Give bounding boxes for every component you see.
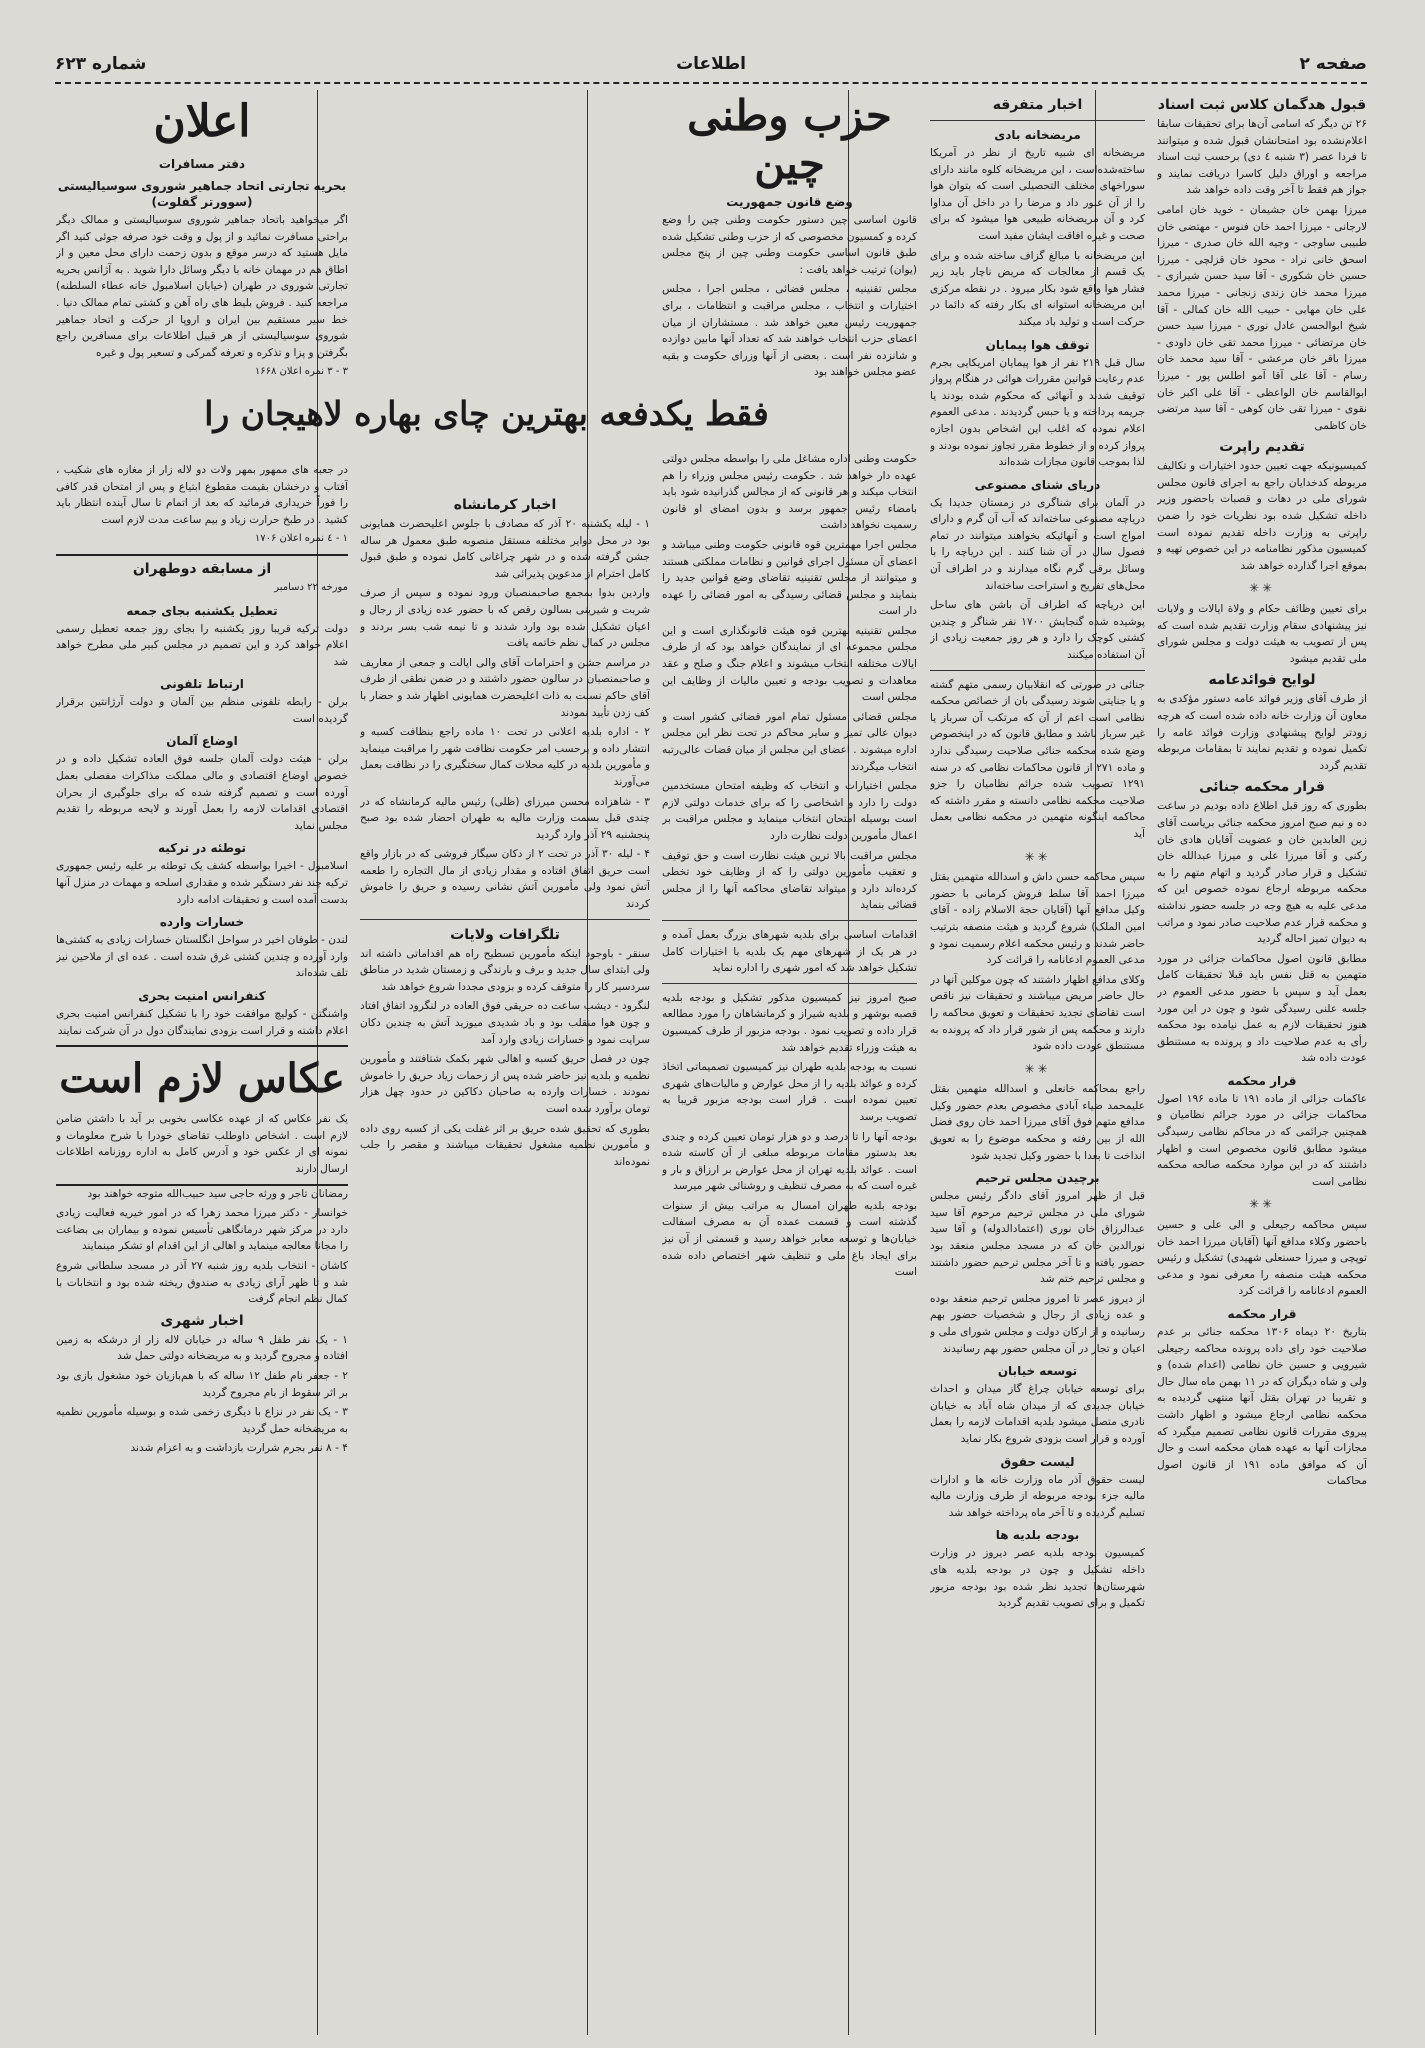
paragraph: مجلس تقنینیه ، مجلس قضائی ، مجلس اجرا ، مجلس اختیارات و انتخاب ، مجلس مراقبت و انتظامات ، برای جمهوریت رئیس معین خواهد شد . مستشاران از میان اعضای حزب انتخاب خواهند شد که تعداد آنها مابین دوازده و شانزده نفر است . بعضی از آنها وزرای حکومت و بقیه عضو مجلس خواهند بود (662, 283, 917, 379)
subheading: قرار محکمه (1227, 1307, 1297, 1321)
paragraph: عاکمات جزائی از ماده ۱۹۱ تا ماده ۱۹۶ اصول محاکمات جزائی در مورد جرائم نظامیان و همچنین جرائمی که در محاکم نظامی رسیدگی میشود مطابق قانون مخصوص است و اظهار داشتند که در این موارد محکمه صالحه محکمه نظامی است (1157, 1092, 1367, 1188)
divider (662, 920, 917, 921)
paragraph: مجلس قضائی مسئول تمام امور قضائی کشور است و دیوان عالی تمیز و سایر محاکم در تحت نظر این مجلس اداره میشوند . اعضای این مجلس از میان قضات عالی‌رتبه انتخاب میگردند (662, 710, 917, 773)
paragraph: راجع بمحاکمه خانعلی و اسدالله متهمین بقتل علیمحمد ضیاء آبادی مخصوص بعدم حضور وکیل مدافع متهم فوق آقای میرزا احمد خان روی فضل الله از بین رفته و محکمه موضوع را به تعویق انداخت تا بعدا با حضور وکیل تجدید شود (930, 1083, 1145, 1162)
heading: اخبار شهری (160, 1312, 244, 1329)
paragraph: در مراسم جشن و احترامات آقای والی ایالت و جمعی از معاریف و صاحبمنصبان در سالون حضور داشتند و در ضمن نطقی از طرف آقای حاکم نسبت به ذات اعلیحضرت همایونی اظهار شد و حضار با کف زدن تأیید نمودند (360, 656, 650, 719)
divider (56, 1045, 348, 1047)
subheading: تعطیل یکشنبه بجای جمعه (126, 603, 278, 618)
paragraph: مجلس مراقبت بالا ترین هیئت نظارت است و حق توقیف و تعقیب مأمورین دولتی را که از وظایف خود تخطی کرده‌اند دارد و میتواند تقاضای محاکمه آنها را از مجلس قضائی بنماید (662, 849, 917, 912)
paragraph: برلن - هیئت دولت آلمان جلسه فوق العاده تشکیل داده و در خصوص اوضاع اقتصادی و مالی مملکت مذاکرات مفصلی بعمل آورده است و تصمیم گرفته شده که برای جلوگیری از بحران اقتصادی اقدامات لازمه را بعمل آورند و لایحه مربوطه را تقدیم مجلس نماید (56, 753, 348, 832)
separator-stars: ✳✳ (1024, 849, 1051, 864)
separator-stars: ✳✳ (1248, 581, 1276, 596)
subheading: لیست حقوق (1000, 1454, 1075, 1469)
subheading: بودجه بلدیه ها (995, 1528, 1080, 1543)
paragraph: ۲۶ تن دیگر که اسامی آن‌ها برای تحقیقات سابقا اعلام‌نشده بود امتحانشان قبول شده و میتوانند تا فردا عصر (۳ شنبه ٤ دی) برحسب ثبت اسناد مراجعه و اوراق دلیل کاسرا دریافت نمایند و جواز هم فقط تا آخر وقت داده خواهد شد (1157, 118, 1367, 197)
divider (360, 919, 650, 920)
paragraph: بطوری که روز قبل اطلاع داده بودیم در ساعت ده و نیم صبح امروز محکمه جنائی بریاست آقای زین العابدین خان و عضویت آقایان هادی خان رکنی و آقا میرزا علی و میرزا عبدالله خان تشکیل و قرار صادر گردید و اتهام متهم را به محکمه مربوطه ارجاع نموده خصوص این که مدعی علیه به هیچ وجه در جلسه حضور نداشته و محکمه قرار عدم صلاحیت صادر نمود و مراتب به دیوان تمیز احاله گردید (1157, 800, 1367, 946)
paragraph: حکومت وطنی اداره مشاغل ملی را بواسطه مجلس دولتی عهده دار خواهد شد . حکومت رئیس مجلس وزراء را هم انتخاب میکند و هر قانونی که از مجالس گذرانیده شود باید بامضاء رئیس جمهور برسد و بدون امضای او قانون رسمیت نخواهد داشت (662, 452, 917, 532)
column-1 (1157, 92, 1367, 2022)
paragraph: کاشان - انتخاب بلدیه روز شنبه ۲۷ آذر در مسجد سلطانی شروع شد و تا ظهر آرای زیادی به صندوق ریخته شده بود و انتخابات با کمال نظم انجام گرفت (56, 1259, 348, 1306)
paragraph: واشنگتن - کولیچ موافقت خود را با تشکیل کنفرانس امنیت بحری اعلام داشته و قرار است بزودی نمایندگان دول در آن شرکت نمایند (56, 1008, 348, 1037)
paragraph: برای توسعه خیابان چراغ گاز میدان و احداث خیابان جدیدی که از میدان شاه آباد به خیابان نادری متصل میشود بلدیه اقدامات لازمه را بعمل آورده و قرار است بزودی شروع بکار نماید (930, 1383, 1145, 1445)
paragraph: سپس محاکمه رجیعلی و الی علی و حسین باحضور وکلاء مدافع آنها (آقایان میرزا احمد خان توپچی و میرزا حسنعلی شهیدی) تشکیل و رئیس محکمه هیئت منصفه را معرفی نمود و مدعی العموم ادعانامه را قرائت کرد (1157, 1219, 1367, 1298)
paragraph: ۱ - لیله یکشنبه ۲۰ آذر که مصادف با جلوس اعلیحضرت همایونی بود در محل دوایر مختلفه مستقل منصوبه طبق معمول هر ساله جشن گرفته شده و در شهر چراغانی کامل نموده و طبق قبول کامل احترام از مدعوین پذیرائی شد (360, 518, 650, 580)
ad-title: اعلان (153, 96, 251, 147)
subheading: قرار محکمه (1227, 1073, 1297, 1088)
paragraph: خوانسار - دکتر میرزا محمد زهرا که در امور خیریه فعالیت زیادی دارد در مرکز شهر درمانگاهی تأسیس نموده و بیماران بی بضاعت را مجانا معالجه مینماید و اهالی از این اقدام او تشکر مینمایند (56, 1207, 348, 1253)
subheading: ارتباط تلفونی (160, 677, 244, 692)
paragraph: در آلمان برای شناگری در زمستان جدیدا یک دریاچه مصنوعی ساخته‌اند که آب آن گرم و دارای امواج است و آنهائیکه بخواهند میتوانند در تمام فصول سال در آن شنا کنند . این دریاچه را با وسائل برقی گرم نگاه میدارند و در اطراف آن محل‌های تفریح و استراحت ساخته‌اند (930, 496, 1145, 592)
tea-ad-number: ۱ - ٤ نمره اعلان ۱۷۰۶ (254, 533, 348, 545)
paragraph: این دریاچه که اطراف آن باشن های ساحل پوشیده شده گنجایش ۱۷۰۰ نفر شناگر و چندین کشتی کوچک را دارد و هر روز جمعیت زیادی از آن استفاده میکنند (930, 599, 1145, 662)
paragraph: بطوری که تحقیق شده حریق بر اثر غفلت یکی از کسبه روی داده و مأمورین نظمیه مشغول تحقیقات میباشند و مقصر را جلب نموده‌اند (360, 1122, 650, 1168)
divider (56, 554, 348, 556)
heading: لوایح فوائدعامه (1208, 672, 1316, 689)
name-list: میرزا بهمن خان جشیمان - خوید خان امامی لارجانی - میرزا احمد خان فنوس - مهتضی خان طبیبی ساوجی - وجیه الله خان صدری - میرزا اسحق خانی نراد - محود خان قزلچی - میرزا حسین خان شکوری - آقا سید حسن شیرازی - میرزا محمد خان زندی زنجانی - میرزا محمد علی خان مهابی - حبیب الله خان کمالی - آقا شیخ ابوالحسن عادل نوری - میرزا سید حسن خان مرتضائی - میرزا محمد تقی خان داودی - میرزا باقر خان مرعشی - آقا سید محمد خان رسام - آقا علی آقا آمو اطلس پور - میرزا ابوالقاسم خان الواعظی - آقا علی اکبر خان نقوی - میرزا تقی خان کوهی - آقا سید مرتضی خان کاظمی (1157, 203, 1367, 432)
paragraph: سال قبل ۲۱۹ نفر از هوا پیمایان امریکایی بجرم عدم رعایت قوانین مقررات هوائی در هنگام پرواز توقیف شدند و آنهائی که محکوم شده بودند یا جریمه پرداخته و یا حبس گردیدند . مدعی العموم اعلام نموده که اغلب این اشخاص بدون اجازه پرواز کرده و از خطوط مقرر تجاوز نموده بودند و لذا بموجب قانون مجازات شده‌اند (930, 356, 1145, 469)
ad-subtitle: بحریه تجارتی اتحاد جماهیر شوروی سوسیالیستی (سوورتر گفلوت) (57, 179, 347, 209)
paragraph: صبح امروز نیز کمیسیون مذکور تشکیل و بودجه بلدیه قصبه بوشهر و بلدیه شیراز و کرمانشاهان را مورد مطالعه قرار داده و تصویب نمود . بودجه مزبور از طرف کمیسیون به هیئت وزراء تقدیم خواهد شد (662, 991, 917, 1054)
paragraph: مجلس اجرا مهمترین قوه قانونی حکومت وطنی میباشد و اعضای آن مسئول اجرای قوانین و نظامات مملکتی هستند و میتوانند از مجلس تقنینیه تقاضای وضع قوانین جدید را بنمایند و مجلس قضائی رسیدگی به امور قضائی را عهده دار است (662, 538, 917, 618)
paragraph: اسلامبول - اخیرا بواسطه کشف یک توطئه بر علیه رئیس جمهوری ترکیه چند نفر دستگیر شده و مقداری اسلحه و مهمات در منزل آنها بدست آمده است و تحقیقات ادامه دارد (56, 860, 348, 906)
tea-ad-body: در جعبه های ممهور بمهر ولات دو لاله زار از مغازه های شکیب ، آفتاب و درخشان بقیمت مقطوع ابتیاع و پس از امتحان قدر کافی را فوراً خریداری فرمائید که بعد از اتمام تا سال آینده انتظار باید کشید . در طبخ حرارت زیاد و بیم ساعت مدت لازم است (56, 463, 348, 526)
section-heading: اخبار متفرقه (992, 97, 1083, 113)
paragraph: سنقر - باوجود اینکه مأمورین تسطیح راه هم اقداماتی داشته اند ولی ابتدای سال جدید و برف و بارندگی و زمستان شدید در مناطق سردسیر کار را متوقف کرده و بزودی مجددا شروع خواهد شد (360, 947, 650, 993)
paragraph: ۴ - ۸ نفر بجرم شرارت بازداشت و به اعزام شدند (130, 1442, 348, 1455)
column-5 (56, 92, 348, 2022)
paragraph: ۴ - لیله ۳۰ آذر در تحت ۲ از دکان سیگار فروشی که در بازار واقع است حریق اتفاق افتاده و مقدار زیادی از مال التجاره را طعمه آتش نمود ولی مأمورین آتش نشانی رسیده و حریق را خاموش کردند (360, 848, 650, 911)
paragraph: ۲ - جعفر نام طفل ۱۲ ساله که با هم‌بازیان خود مشغول بازی بود بر اثر سقوط از بام مجروح گردید (56, 1369, 348, 1399)
paragraph: قانون اساسی چین دستور حکومت وطنی چین را وضع کرده و کمسیون مخصوصی که از حزب وطنی تشکیل شده طبق قانون اساسی حکومت وطنی چین از پنج مجلس (یوان) ترتیب خواهد یافت : (662, 214, 917, 276)
subheading: وضع قانون جمهوریت (726, 195, 853, 209)
heading: تلگرافات ولایات (450, 926, 560, 943)
paragraph: بودجه آنها را تا درصد و دو هزار تومان تعیین کرده و چندی بعد بدستور مقامات مربوطه مبلغی از آن کاسته شده است . عوائد بلدیه تهران از محل عوارض بر ارزاق و بار و غیره است که به مصرف تنظیف و روشنائی شهر میرسد (662, 1130, 917, 1193)
heading: اخبار کرمانشاه (453, 497, 557, 513)
paragraph: سپس محاکمه حسن داش و اسدالله متهمین بقتل میرزا احمد آقا سلط فروش کرمانی با حضور وکیل مدافع آنها (آقایان حجة الاسلام زاده - آقای امین الملک) شروع گردید و هیئت منصفه بترتیب حاضر شدند و رئیس محکمه اعلام رسمیت نمود و مدعی العموم ادعانامه را قرائت کرد (930, 871, 1145, 967)
heading: قرار محکمه جنائی (1199, 779, 1325, 796)
subheading: دریای شنای مصنوعی (974, 477, 1101, 492)
subheading: توطئه در ترکیه (157, 841, 247, 856)
paragraph: نسبت به بودجه بلدیه طهران نیز کمیسیون تصمیماتی اتخاذ کرده و عوائد بلدیه را از محل عوارض و مالیات‌های شهری تعیین نموده است . قرار است بودجه مزبور قریبا به تصویب برسد (662, 1061, 917, 1123)
paragraph: رمضانان تاجر و ورثه حاجی سید حبیب‌الله متوجه خواهند بود (87, 1187, 348, 1200)
paragraph: ۱ - یک نفر طفل ۹ ساله در خیابان لاله زار از درشکه به زمین افتاده و مجروح گردید و به مریضخانه دولتی حمل شد (56, 1333, 348, 1363)
paper-name: اطلاعات (676, 54, 746, 74)
column-4 (360, 92, 650, 2022)
headline-china-party: حزب وطنی چین (687, 92, 892, 188)
paragraph: واردین بدوا بمجمع صاحبمنصبان ورود نموده و سپس از صرف شربت و شیرینی بسالون رقص که با حضور عده زیادی از رجال و اعیان تشکیل شده بود وارد شدند و تا نیمه شب بسر بردند و مجلس در کمال نظم خاتمه یافت (360, 587, 650, 650)
subheading: خسارات وارده (159, 915, 245, 930)
subheading: برچیدن مجلس ترحیم (975, 1171, 1100, 1186)
subheading: کنفرانس امنیت بحری (138, 989, 266, 1003)
issue-number: شماره ۶۲۳ (55, 54, 147, 74)
paragraph: دولت ترکیه قریبا روز یکشنبه را بجای روز جمعه تعطیل رسمی اعلام خواهد کرد و این تصمیم در مجلس کبیر ملی مطرح خواهد شد (56, 622, 348, 668)
paragraph: برای تعیین وظائف حکام و ولاة ایالات و ولایات نیز پیشنهادی سقام وزارت تقدیم شده است که پس از تصویب به هیئت دولت و مجلس شورای ملی تقدیم میشود (1157, 603, 1367, 665)
paragraph: ۳ - یک نفر در نزاع با دیگری زخمی شده و بوسیله مأمورین نظمیه به مریضخانه حمل گردید (56, 1406, 348, 1435)
header-rule (55, 82, 1367, 84)
paragraph: اقدامات اساسی برای بلدیه شهرهای بزرگ بعمل آمده و در هر یک از شهرهای مهم یک بلدیه با اختیارات کامل تشکیل خواهد شد که امور شهری را اداره نماید (662, 928, 917, 975)
divider (662, 983, 917, 984)
paragraph: مجلس تقنینیه بهترین قوه هیئت قانونگذاری است و این مجلس مجموعه ای از نمایندگان خواهد بود که از طرف ایالات مختلفه انتخاب میشوند و اعلام جنگ و صلح و عقد معاهدات و تصویب بودجه و تعیین مالیات از وظایف این مجلس است (662, 624, 917, 704)
subheading: اوضاع آلمان (166, 734, 238, 749)
photographer-ad-body: یک نفر عکاس که از عهده عکاسی بخوبی بر آید با داشتن ضامن لازم است . اشخاص داوطلب تقاضای خودرا با شرح معلومات و نمونه ای از عکس خود و آدرس کامل به اداره روزنامه اطلاعات ارسال دارند (56, 1113, 348, 1175)
paragraph: وکلای مدافع اظهار داشتند که چون موکلین آنها در حال حاضر مریض میباشند و تحقیقات نیز ناقص است تقاضای تجدید تحقیقات و تعویق محاکمه را دارند و محکمه پس از شور قرار داد که پرونده به مستنطق عودت داده شود (930, 973, 1145, 1053)
tea-ad-headline: فقط یکدفعه بهترین چای بهاره لاهیجان را (204, 394, 769, 433)
dateline: مورخه ۲۲ دسامبر (274, 581, 348, 593)
paragraph: لنگرود - دیشب ساعت ده حریقی فوق العاده در لنگرود اتفاق افتاد و چون هوا منقلب بود و باد شدیدی میوزید آتش به چندین دکان سرایت نمود و خسارات زیادی وارد آمد (360, 1000, 650, 1046)
paragraph: قبل از ظهر امروز آقای دادگر رئیس مجلس شورای ملی در مجلس ترحیم مرحوم آقا سید عبدالرزاق خان نوری (اعتمادالدوله) و آقا سید نورالدین خان که در مسجد مجلس منعقد بود حضور یافته و تا آخر مجلس ترحیم حضور داشتند و مجلس ترحیم ختم شد (930, 1190, 1145, 1286)
paragraph: لندن - طوفان اخیر در سواحل انگلستان خسارات زیادی به کشتی‌ها وارد آورده و چندین کشتی غرق شده است . عده ای از ملاحین نیز تلف شده‌اند (56, 934, 348, 980)
column-3 (662, 92, 917, 2022)
photographer-ad-title: عکاس لازم است (59, 1055, 345, 1103)
ad-office: دفتر مسافرات (158, 157, 246, 171)
paragraph: ۲ - اداره بلدیه اعلانی در تحت ۱۰ ماده راجع بنظافت کسبه و انتشار داده و برحسب امر حکومت نظافت شهر را مراقبت مینماید و مأمورین بلدیه در کلیه محلات کمال سختگیری را در نظافت بعمل می‌آورند (360, 726, 650, 788)
paragraph: بتاریخ ۲۰ دیماه ۱۳۰۶ محکمه جنائی بر عدم صلاحیت خود رای داده پرونده محاکمه رجیعلی شیرویی و حسین خان نظامی (اعدام شده) و ولی و شاه دیگران که در ۱۱ بهمن ماه سال حال و تقریبا در تهران بقتل آنها منتهی گردیده به محکمه نظامی ارجاع میشود و اظهار داشت پیروی مقررات قانون نظامی تصمیم میگیرد که مجازات آنها به عهده همان محکمه است و حال آن که موافق ماده ۱۹۱ از قانون اصول محاکمات (1157, 1326, 1367, 1488)
separator-stars: ✳✳ (1024, 1061, 1051, 1076)
paragraph: جنائی در صورتی که انقلابیان رسمی متهم گشته و یا جنایتی شوند رسیدگی بان از خصائص محکمه نظامی است اعم از آن که مرتکب آن سرباز یا غیر سرباز باشد و مطابق قانون که در اینخصوص وضع شده محکمه جنائی صلاحیت رسیدگی ندارد و ماده ۲۷۱ از قانون محاکمات نظامی که در سنه ۱۲۹۱ تصویب شده جرائم نظامیان را جزو صلاحیت محکمه نظامی دانسته و مقرر داشته که محاکمه اینگونه متهمین در محکمه نظامی بعمل آید (930, 678, 1145, 840)
subheading: توقف هوا پیمایان (985, 337, 1090, 352)
divider (930, 670, 1145, 671)
paragraph: کمیسیونیکه جهت تعیین حدود اختیارات و تکالیف مربوطه کدخدایان راجع به اجرای قانون مجلس شورای ملی در دهات و قصبات باحضور وزیر داخله تشکیل شده بود نظریات خود را ضمن راپرتی به وزارت داخله تقدیم نموده است کمیسیون مذکور نظامنامه در این خصوص تهیه و بموقع اجرا گذارده خواهد شد (1157, 460, 1367, 572)
subheading: توسعه خیابان (997, 1364, 1078, 1379)
paragraph: مجلس اختیارات و انتخاب که وظیفه امتحان مستخدمین دولت را دارد و اشخاصی را که برای خدمات دولتی لازم است بوسیله امتحان انتخاب مینماید و مجلس مراقبت بر اعمال مأمورین دولت نظارت دارد (662, 780, 917, 842)
paragraph: چون در فصل حریق کسبه و اهالی شهر بکمک شتافتند و مأمورین نظمیه و بلدیه نیز حاضر شده پس از زحمات زیاد حریق را خاموش نمودند . خسارات وارده به صاحبان دکاکین در حدود چهل هزار تومان برآورد شده است (360, 1053, 650, 1115)
paragraph: از طرف آقای وزیر فوائد عامه دستور مؤکدی به معاون آن وزارت خانه داده شده است که هرچه زودتر لوایح پیشنهادی وزارت فوائد عامه را تکمیل نموده و تقدیم نمایند تا بمقامات مربوطه تقدیم گردد (1157, 693, 1367, 772)
ad-number: ۳ - ۳ نمره اعلان ۱۶۶۸ (254, 366, 348, 378)
masthead (55, 54, 1367, 80)
subheading: مریضخانه بادی (994, 128, 1081, 142)
separator-stars: ✳✳ (1248, 1197, 1276, 1212)
paragraph: مریضخانه ای شبیه تاریخ از نظر در آمریکا ساخته‌شده‌است ، این مریضخانه کلوه مانند دارای سوراخهای مختلف التحصیلی است که بتوان هوا را از آن عبور داد و مرضا را در داخل آن مداوا کرد و آن مریضخانه طبیعی هوا میشود که برای صحت و غیره افاقت ایشان مفید است (930, 147, 1145, 242)
column-2 (930, 92, 1145, 2022)
paragraph: برلن - رابطه تلفونی منظم بین آلمان و دولت آرژانتین برقرار گردیده است (56, 696, 348, 725)
heading: از مسابقه دوطهران (132, 560, 272, 577)
heading: قبول هدگمان کلاس ثبت اسناد (1157, 97, 1367, 113)
divider (930, 120, 1145, 121)
paragraph: ۳ - شاهزاده محسن میرزای (ظلی) رئیس مالیه کرمانشاه که در چندی قبل بسمت وزارت مالیه به طهران احضار شده بود صبح پنجشنبه ۲۹ آذر وارد گردید (360, 795, 650, 841)
paragraph: کمیسیون بودجه بلدیه عصر دیروز در وزارت داخله تشکیل و چون در بودجه بلدیه های شهرستان‌ها تجدید نظر شده بود بودجه مزبور تکمیل و برای تصویب تقدیم گردید (930, 1547, 1145, 1610)
paragraph: از دیروز عصر تا امروز مجلس ترحیم منعقد بوده و عده زیادی از رجال و شخصیات حضور بهم رسانیده و از ارکان دولت و مجلس شورای ملی و اعیان و تجار در آن مجلس حضور بهم رسانیدند (930, 1292, 1145, 1355)
heading: تقدیم راپرت (1219, 439, 1305, 456)
paragraph: لیست حقوق آذر ماه وزارت خانه ها و ادارات مالیه جزء بودجه مربوطه از طرف وزارت مالیه تسلیم گردیده و تا آخر ماه پرداخته خواهد شد (930, 1473, 1145, 1519)
paragraph: این مریضخانه با مبالغ گزاف ساخته شده و برای یک قسم از معالجات که مریض ناچار باید زیر فشار هوا واقع شود بکار میرود . در نقطه مرکزی این مریضخانه استوانه ای بکار رفته که دائما در حرکت است و تولید باد میکند (930, 249, 1145, 328)
ad-body: اگر میخواهید باتحاد جماهیر شوروی سوسیالیستی و ممالک دیگر براحتی مسافرت نمائید و از پول و وقت خود صرفه جوئی کنید اگر مایل هستید که درسر موقع و بدون زحمت دارای محل معین و از اطاق هم در مهمان خانه با دیگر وسائل دارا شوید . به آژانس بحریه تجارتی شوروی در طهران (خیابان اسلامبول خانه عطاء السلطنه) مراجعه کنید . فروش بلیط های راه آهن و کشتی تمام ممالک دنیا . خط سیر مستقیم بین ایران و اروپا از حرکت و اتحاد جماهیر شوروی سوسیالیستی از هر قبیل اطلاعات برای مسافرین راجع بگرفتن و پزا و تذکره و تعرفه گمرکی و تسعیر پول و غیره (56, 214, 348, 359)
paragraph: مطابق قانون اصول محاکمات جزائی در مورد متهمین به قتل نفس باید قبلا تحقیقات کامل بعمل آید و سپس با حضور مدعی العموم در جلسه علنی رسیدگی شود و چون در این مورد هنوز تحقیقات لازم به عمل نیامده بود محکمه رأی به عدم صلاحیت داد و پرونده به مستنطق عودت داده شد (1157, 952, 1367, 1065)
paragraph: بودجه بلدیه طهران امسال به مراتب بیش از سنوات گذشته است و قسمت عمده آن به مصرف اسفالت خیابان‌ها و توسعه معابر خواهد رسید و قسمتی از آن نیز برای ایجاد باغ ملی و تنظیف شهر اختصاص داده شده است (662, 1199, 917, 1279)
page-number: صفحه ۲ (1299, 54, 1367, 74)
